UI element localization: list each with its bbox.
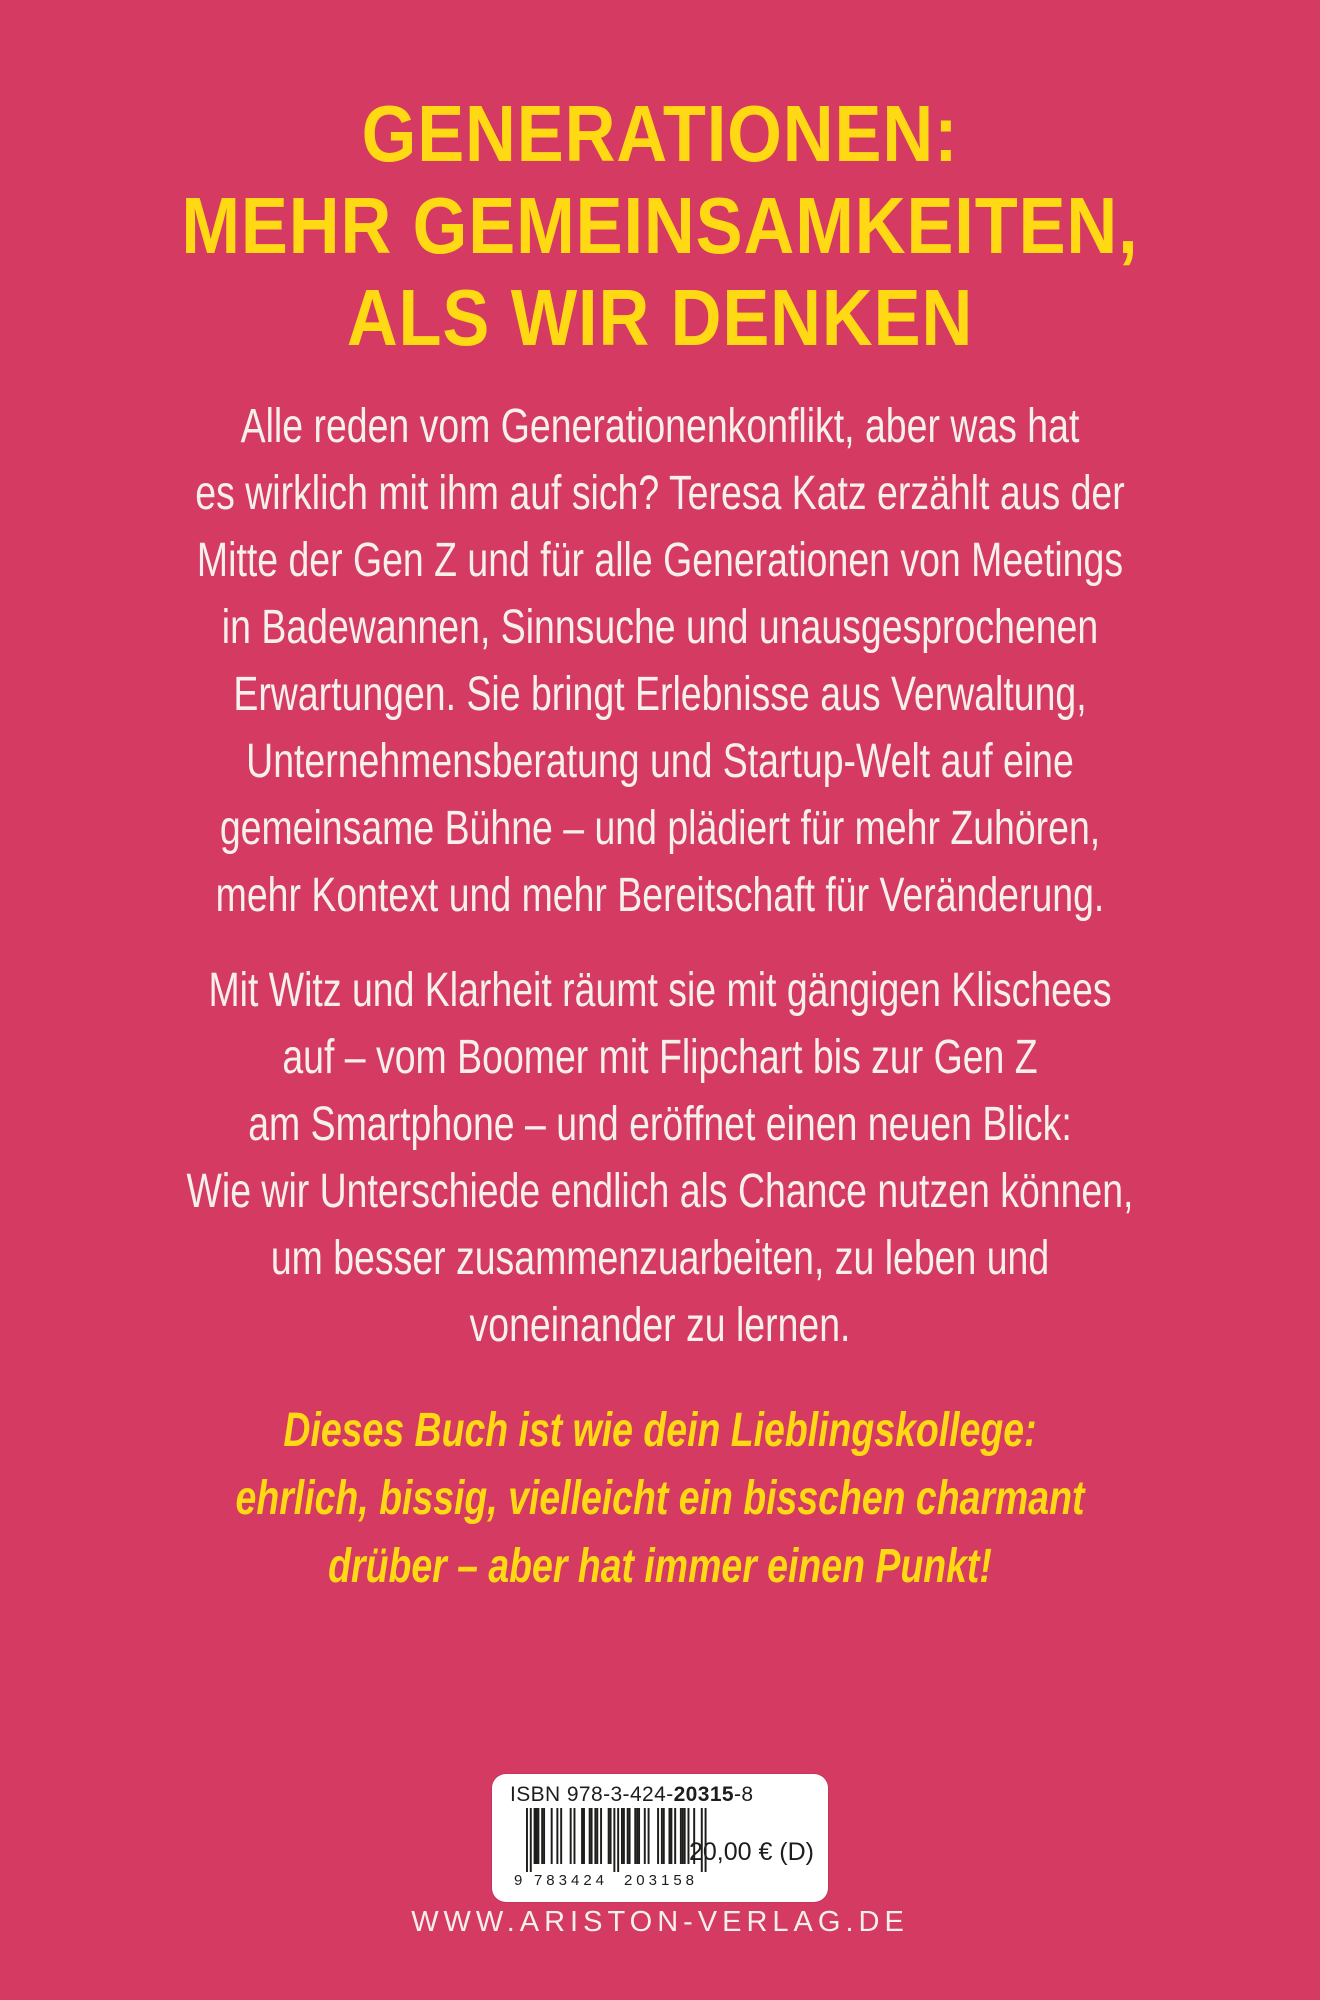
text-line: um besser zusammenzuarbeiten, zu leben und [270,1232,1050,1285]
text-line: Mitte der Gen Z und für alle Generationen von Meetings [196,534,1124,587]
isbn-bold-part: 20315 [673,1783,734,1806]
blurb-paragraph-1 [145,393,1175,929]
text-line: Alle reden vom Generationenkonflikt, aber was hat [240,400,1080,453]
text-line: Unternehmensberatung und Startup-Welt auf eine [246,735,1074,788]
cover-headline [79,88,1241,364]
headline-line: ALS WIR DENKEN [346,273,974,362]
text-line: drüber – aber hat immer einen Punkt! [328,1540,992,1593]
barcode-digits-group1: 783424 [533,1872,609,1888]
isbn-suffix: -8 [734,1783,754,1806]
text-line: Mit Witz und Klarheit räumt sie mit gängigen Klischees [208,964,1112,1017]
text-line: in Badewannen, Sinnsuche und unausgesprochenen [221,601,1099,654]
price-text: 20,00 € (D) [688,1838,814,1866]
headline-line: MEHR GEMEINSAMKEITEN, [181,181,1139,270]
barcode-digits-group2: 203158 [623,1872,699,1888]
isbn-prefix: ISBN 978-3-424- [510,1783,674,1806]
text-line: auf – vom Boomer mit Flipchart bis zur Gen Z [282,1031,1038,1084]
text-line: Dieses Buch ist wie dein Lieblingskollege: [283,1404,1037,1457]
text-line: mehr Kontext und mehr Bereitschaft für Veränderung. [215,869,1105,922]
headline-line: GENERATIONEN: [361,89,959,178]
highlight-quote [145,1397,1175,1601]
isbn-text [510,1783,753,1807]
text-line: es wirklich mit ihm auf sich? Teresa Katz erzählt aus der [195,467,1125,520]
text-line: am Smartphone – und eröffnet einen neuen Blick: [248,1098,1072,1151]
text-line: voneinander zu lernen. [469,1299,851,1352]
barcode-digit-left: 9 [514,1872,523,1888]
blurb-paragraph-2 [145,957,1175,1359]
text-line: Erwartungen. Sie bringt Erlebnisse aus Verwaltung, [233,668,1087,721]
text-line: ehrlich, bissig, vielleicht ein bisschen charmant [235,1472,1085,1525]
ean-barcode [512,1808,712,1888]
text-line: Wie wir Unterschiede endlich als Chance nutzen können, [186,1165,1134,1218]
isbn-barcode-label [492,1774,828,1902]
barcode-bars [526,1808,707,1872]
text-line: gemeinsame Bühne – und plädiert für mehr Zuhören, [219,802,1101,855]
publisher-url: WWW.ARISTON-VERLAG.DE [411,1906,909,1938]
